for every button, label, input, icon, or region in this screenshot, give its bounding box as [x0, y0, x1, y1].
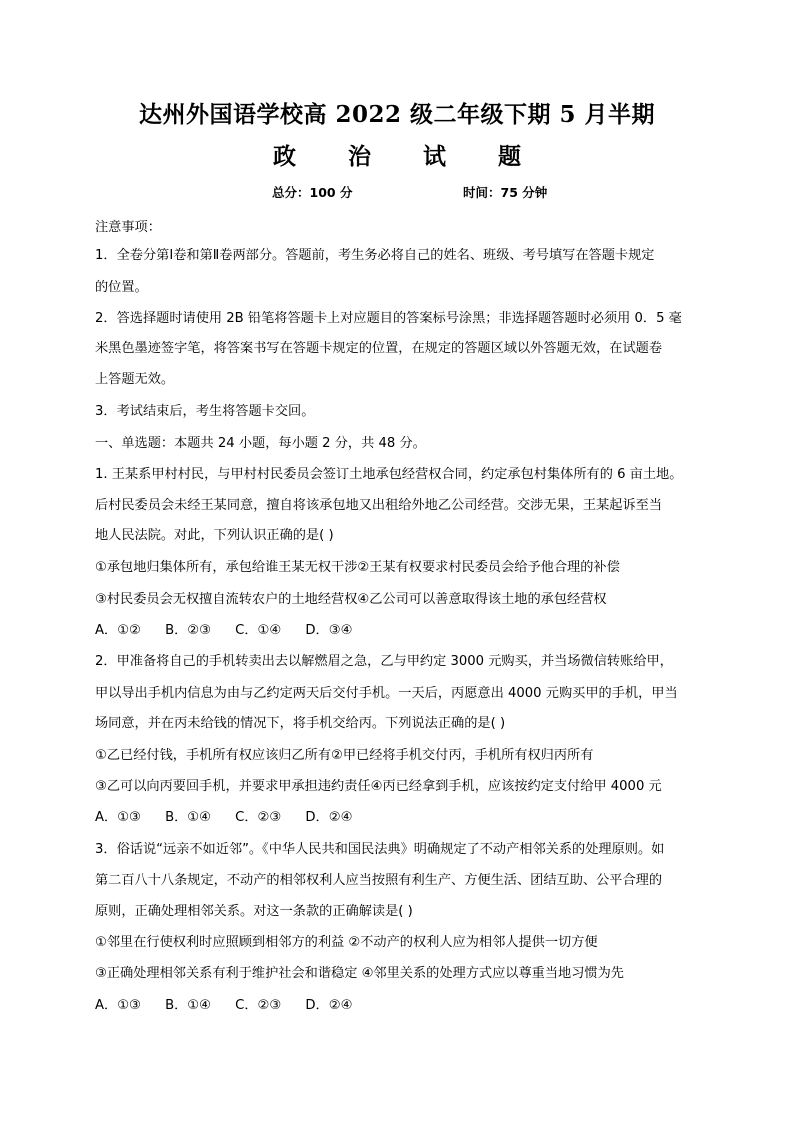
exam-title: 达州外国语学校高 2022 级二年级下期 5 月半期	[138, 101, 656, 128]
option-c: C．②③	[235, 810, 282, 825]
notice-line: 3．考试结束后，考生将答题卡交回。	[95, 404, 315, 419]
option-d: D．②④	[305, 810, 353, 825]
question-item: ①邻里在行使权利时应照顾到相邻方的利益 ②不动产的权利人应为相邻人提供一切方便	[95, 935, 598, 950]
notice-line: 2．答选择题时请使用 2B 铅笔将答题卡上对应题目的答案标号涂黑；非选择题答题时必须用 0．5 毫	[95, 311, 682, 326]
exam-subject: 政 治 试 题	[272, 143, 544, 170]
question-stem: 原则，正确处理相邻关系。对这一条款的正确解读是( )	[95, 904, 413, 919]
question-stem: 第二百八十八条规定，不动产的相邻权利人应当按照有利生产、方便生活、团结互助、公平合理的	[95, 873, 663, 888]
question-item: ①乙已经付钱，手机所有权应该归乙所有②甲已经将手机交付丙，手机所有权归丙所有	[95, 748, 594, 763]
option-b: B．②③	[165, 623, 211, 638]
option-a: A．①③	[95, 998, 141, 1013]
question-stem: 2．甲准备将自己的手机转卖出去以解燃眉之急，乙与甲约定 3000 元购买，并当场微信转账给甲，	[95, 654, 673, 669]
option-d: D．②④	[305, 998, 353, 1013]
notice-line: 上答题无效。	[95, 372, 175, 387]
question-stem: 地人民法院。对此，下列认识正确的是( )	[95, 528, 334, 543]
notice-line: 米黑色墨迹签字笔，将答案书写在答题卡规定的位置，在规定的答题区域以外答题无效，在试题卷	[95, 341, 663, 356]
option-b: B．①④	[165, 998, 211, 1013]
question-item: ①承包地归集体所有，承包给谁王某无权干涉②王某有权要求村民委员会给予他合理的补偿	[95, 560, 620, 575]
option-a: A．①②	[95, 623, 141, 638]
answer-options	[95, 808, 372, 828]
question-item: ③乙可以向丙要回手机，并要求甲承担违约责任④丙已经拿到手机，应该按约定支付给甲 4000 元	[95, 779, 662, 794]
option-b: B．①④	[165, 810, 211, 825]
exam-time: 时间：75 分钟	[463, 185, 548, 200]
section-heading: 一、单选题：本题共 24 小题，每小题 2 分，共 48 分。	[95, 436, 426, 451]
notice-heading: 注意事项：	[95, 220, 161, 235]
notice-line: 的位置。	[95, 280, 148, 295]
option-c: C．②③	[235, 998, 282, 1013]
answer-options	[95, 621, 372, 641]
notice-line: 1．全卷分第Ⅰ卷和第Ⅱ卷两部分。答题前，考生务必将自己的姓名、班级、考号填写在答题卡规定	[95, 248, 655, 263]
option-a: A．①③	[95, 810, 141, 825]
option-d: D．③④	[305, 623, 353, 638]
option-c: C．①④	[235, 623, 282, 638]
question-stem: 场同意，并在丙未给钱的情况下，将手机交给丙。下列说法正确的是( )	[95, 716, 506, 731]
question-stem: 3．俗话说“远亲不如近邻”。《中华人民共和国民法典》明确规定了不动产相邻关系的处理原则。如	[95, 842, 665, 857]
question-item: ③村民委员会无权擅自流转农户的土地经营权④乙公司可以善意取得该土地的承包经营权	[95, 592, 607, 607]
question-stem: 后村民委员会未经王某同意，擅自将该承包地又出租给外地乙公司经营。交涉无果，王某起诉至当	[95, 498, 663, 513]
answer-options	[95, 996, 372, 1016]
question-stem: 甲以导出手机内信息为由与乙约定两天后交付手机。一天后，丙愿意出 4000 元购买甲的手机，甲当	[95, 686, 678, 701]
question-stem: 1. 王某系甲村村民，与甲村村民委员会签订土地承包经营权合同，约定承包村集体所有的 6 亩土地。	[95, 467, 683, 482]
total-score: 总分：100 分	[272, 185, 353, 200]
question-item: ③正确处理相邻关系有利于维护社会和谐稳定 ④邻里关系的处理方式应以尊重当地习惯为先	[95, 966, 624, 981]
